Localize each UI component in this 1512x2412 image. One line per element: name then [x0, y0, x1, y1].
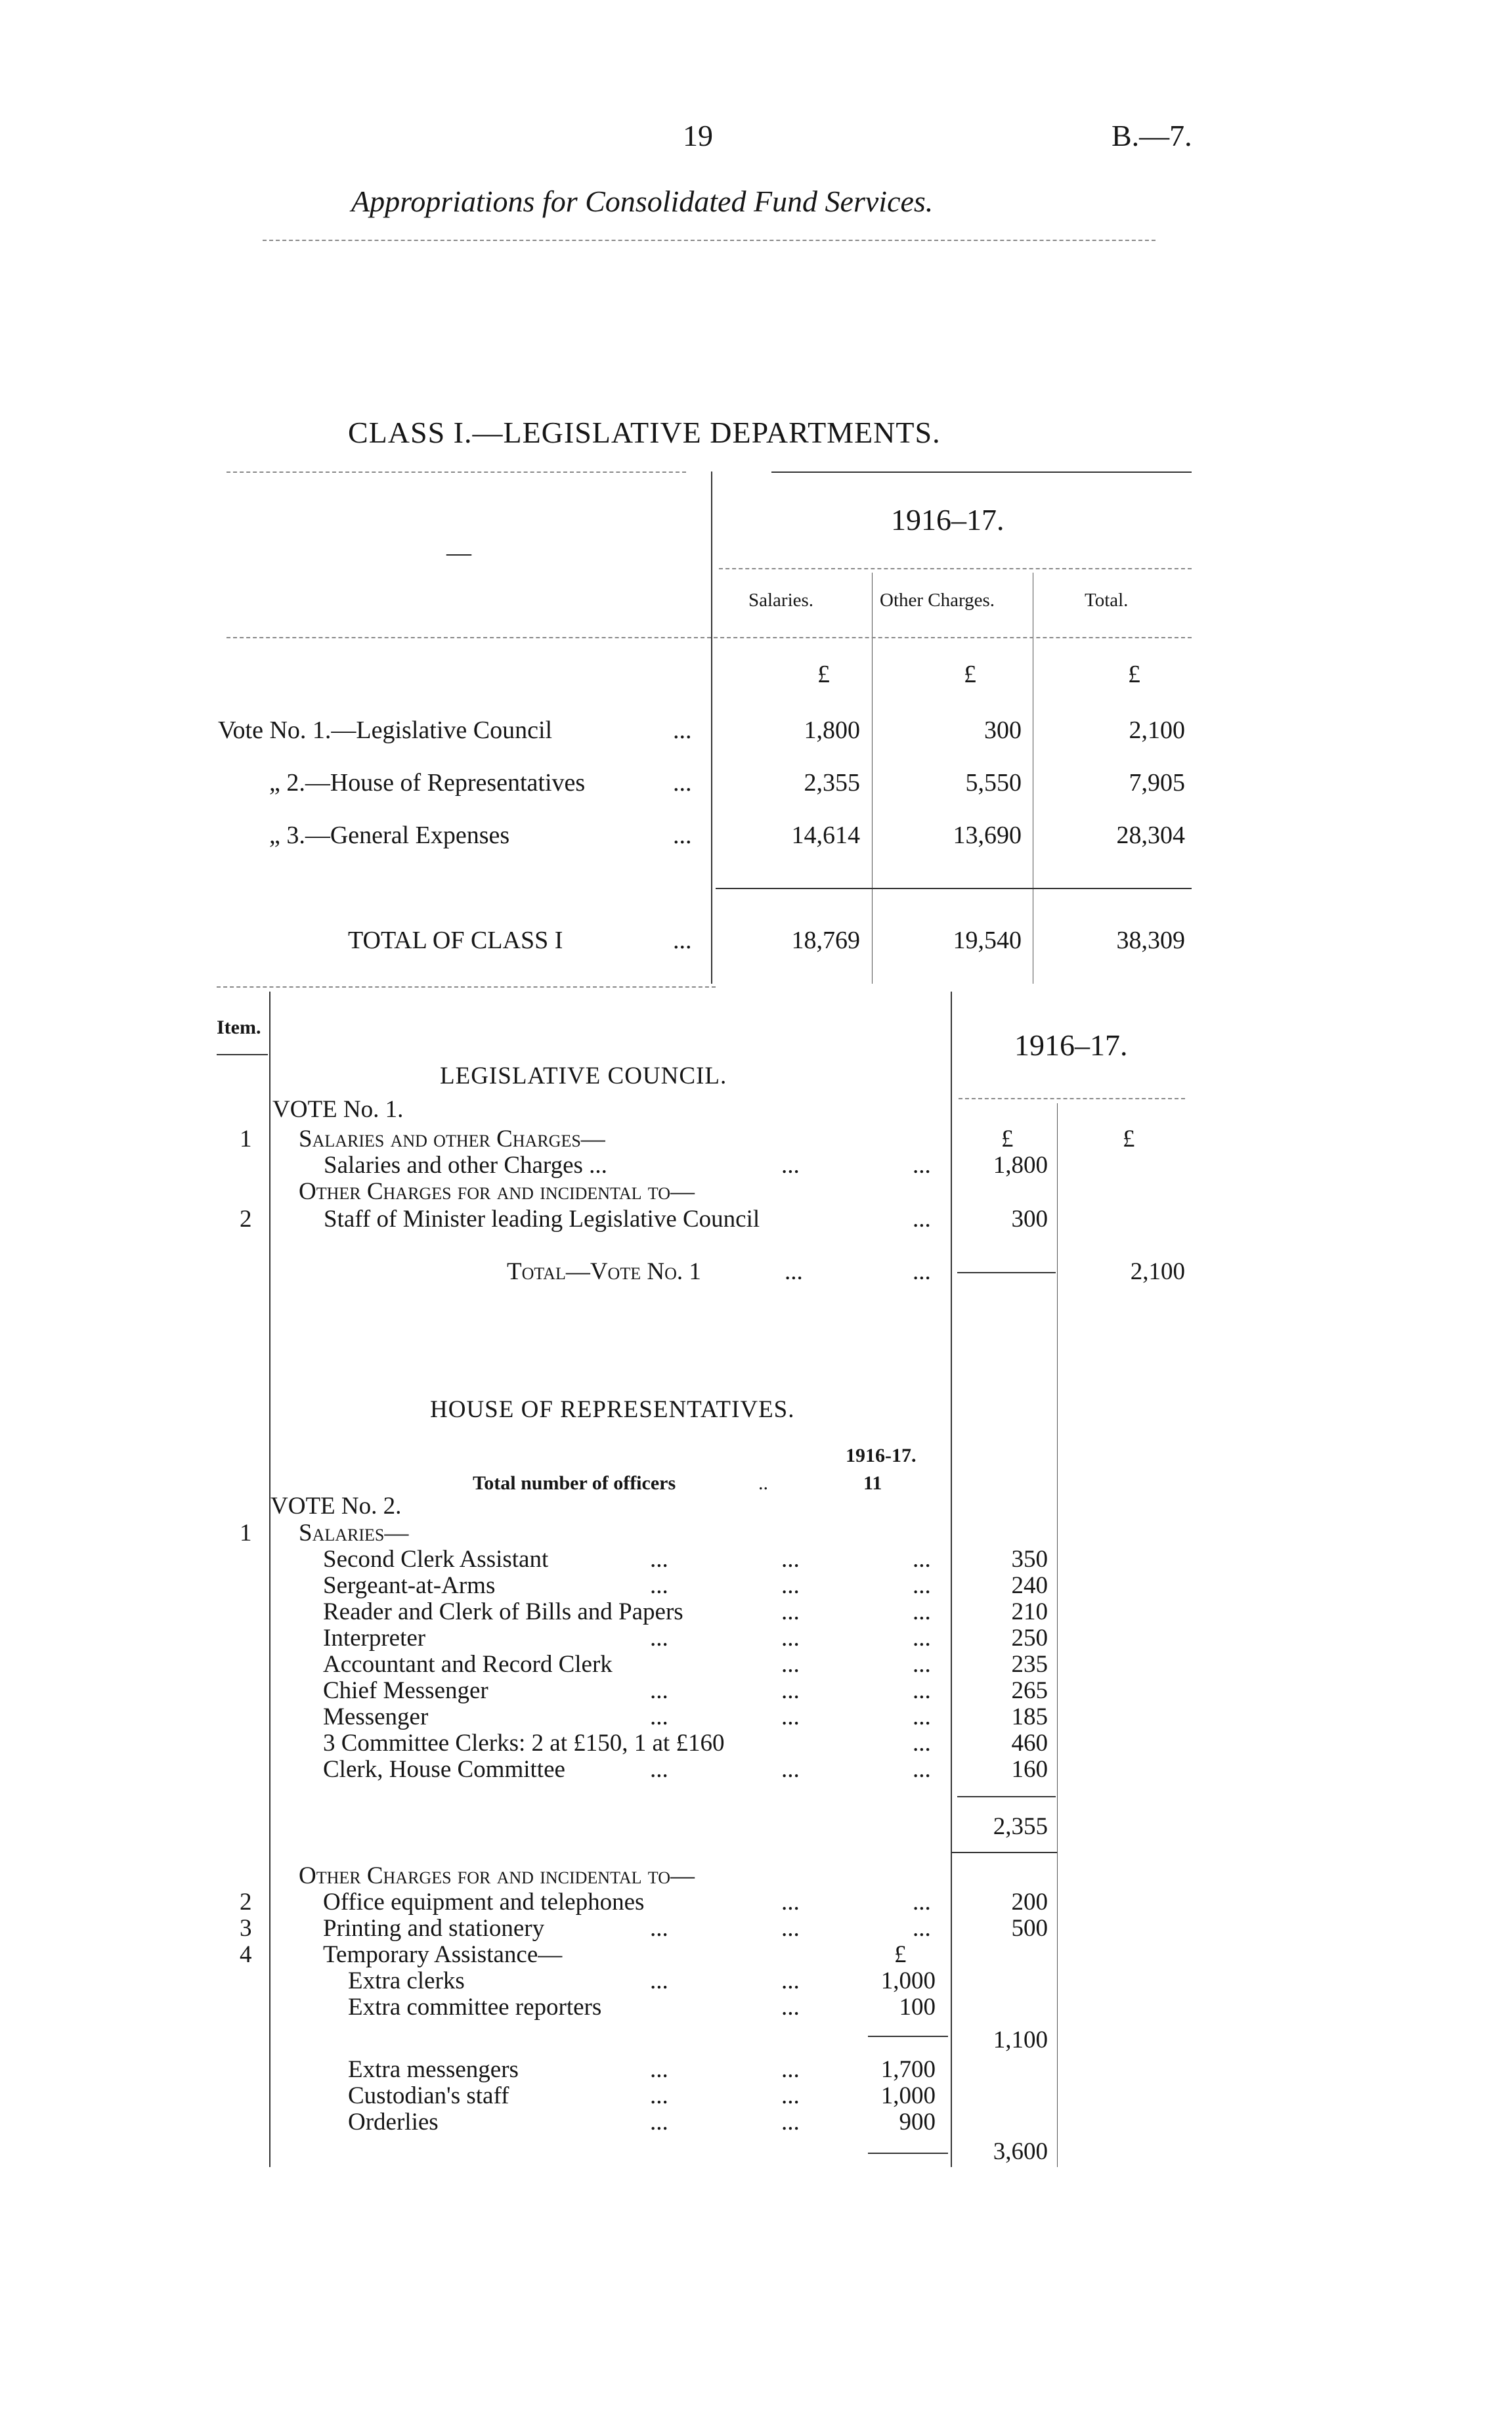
leader-dots: ... [913, 1651, 931, 1678]
list-item: Extra committee reporters [348, 1994, 602, 2021]
summary-stub-dash: — [446, 539, 471, 567]
leader-dots: ... [650, 1625, 668, 1652]
line-amount: 1,800 [993, 1152, 1048, 1179]
list-item: Extra messengers [348, 2056, 519, 2083]
summary-total-salaries: 18,769 [791, 927, 860, 954]
detail-divider-item [269, 992, 270, 2167]
leader-dots: ... [781, 1598, 800, 1625]
vote-1-total-label: Total—Vote No. 1 [507, 1258, 701, 1285]
list-item: Printing and stationery [323, 1915, 545, 1942]
subtitle-rule [263, 240, 1156, 241]
leader-dots: ... [913, 1730, 931, 1757]
detail-year-rule [959, 1098, 1185, 1099]
item-number: 3 [240, 1915, 252, 1942]
salaries-heading: Salaries and other Charges— [299, 1126, 605, 1152]
line-amount: 300 [1011, 1206, 1048, 1233]
line-amount: 235 [1011, 1651, 1048, 1678]
line-amount: 350 [1011, 1546, 1048, 1573]
summary-year: 1916–17. [891, 503, 1004, 537]
summary-row-dots: ... [673, 822, 692, 849]
summary-row-label: „ 2.—House of Representatives [269, 769, 586, 797]
leader-dots: ... [650, 2082, 668, 2109]
leader-dots: ... [913, 1258, 931, 1285]
leader-dots: ... [913, 1756, 931, 1783]
summary-bottom-rule [217, 986, 716, 988]
vote-1-total-amount: 2,100 [1130, 1258, 1185, 1285]
vote-1-label: VOTE No. 1. [272, 1096, 404, 1123]
summary-row-salaries: 14,614 [791, 822, 860, 849]
leader-dots: ... [781, 1967, 800, 1994]
leader-dots: ... [781, 2056, 800, 2083]
item-column-rule [217, 1054, 268, 1055]
legislative-council-title: LEGISLATIVE COUNCIL. [440, 1063, 727, 1089]
leader-dots: ... [650, 2109, 668, 2136]
leader-dots: ... [785, 1258, 803, 1285]
summary-col-total: Total. [1085, 590, 1129, 611]
item-number: 2 [240, 1206, 252, 1233]
list-item: Orderlies [348, 2109, 439, 2136]
line-amount: 200 [1011, 1889, 1048, 1916]
other-charges-line: Staff of Minister leading Legislative Council [324, 1206, 760, 1233]
class-title: CLASS I.—LEGISLATIVE DEPARTMENTS. [348, 416, 941, 449]
summary-row-label: „ 3.—General Expenses [269, 822, 510, 849]
leader-dots: ... [650, 1756, 668, 1783]
leader-dots: ... [913, 1703, 931, 1730]
leader-dots: ... [781, 1889, 800, 1916]
salaries-heading: Salaries— [299, 1520, 409, 1546]
line-amount: 1,700 [880, 2056, 936, 2083]
temp-group2-rule [868, 2153, 948, 2154]
line-amount: 210 [1011, 1598, 1048, 1625]
summary-row-dots: ... [673, 769, 692, 797]
salaries-subtotal-underline [951, 1852, 1057, 1853]
summary-total-rule [716, 888, 1192, 889]
list-item: Reader and Clerk of Bills and Papers [323, 1598, 683, 1625]
leader-dots: ... [781, 1152, 800, 1179]
page-number: 19 [683, 119, 713, 152]
summary-total-dots: ... [673, 927, 692, 954]
leader-dots: ... [650, 1703, 668, 1730]
officers-count: 11 [863, 1472, 882, 1494]
summary-divider-salaries [872, 573, 873, 984]
page-subtitle: Appropriations for Consolidated Fund Services. [351, 185, 934, 218]
summary-divider-main [711, 471, 712, 984]
leader-dots: ... [781, 1625, 800, 1652]
summary-total-other: 19,540 [953, 927, 1022, 954]
summary-currency-other: £ [964, 661, 976, 688]
list-item: Chief Messenger [323, 1677, 488, 1704]
temp-currency: £ [894, 1941, 907, 1968]
leader-dots: ... [781, 1651, 800, 1678]
house-title: HOUSE OF REPRESENTATIVES. [430, 1396, 795, 1423]
salaries-subtotal-rule [957, 1796, 1056, 1797]
leader-dots: ... [913, 1598, 931, 1625]
list-item: 3 Committee Clerks: 2 at £150, 1 at £160 [323, 1730, 725, 1757]
leader-dots: ... [781, 1756, 800, 1783]
line-amount: 265 [1011, 1677, 1048, 1704]
list-item: Interpreter [323, 1625, 426, 1652]
leader-dots: ... [781, 1572, 800, 1599]
leader-dots: ... [913, 1206, 931, 1233]
list-item: Temporary Assistance— [323, 1941, 563, 1968]
summary-year-rule [719, 568, 1192, 569]
leader-dots: ... [913, 1152, 931, 1179]
salaries-line: Salaries and other Charges ... [324, 1152, 607, 1179]
line-amount: 250 [1011, 1625, 1048, 1652]
leader-dots: ... [913, 1889, 931, 1916]
summary-row-total: 2,100 [1129, 716, 1185, 744]
summary-currency-salaries: £ [817, 661, 830, 688]
leader-dots: ... [781, 1677, 800, 1704]
leader-dots: ... [913, 1546, 931, 1573]
document-reference: B.—7. [1112, 119, 1192, 152]
summary-row-other: 5,550 [965, 769, 1022, 797]
detail-year: 1916–17. [1014, 1028, 1128, 1062]
currency-mark: £ [1001, 1126, 1014, 1152]
leader-dots: ... [650, 1546, 668, 1573]
line-amount: 240 [1011, 1572, 1048, 1599]
leader-dots: ... [913, 1915, 931, 1942]
line-amount: 460 [1011, 1730, 1048, 1757]
officers-year: 1916-17. [846, 1445, 917, 1466]
summary-row-other: 13,690 [953, 822, 1022, 849]
leader-dots: ... [650, 1967, 668, 1994]
summary-row-total: 28,304 [1116, 822, 1185, 849]
summary-row-salaries: 2,355 [804, 769, 860, 797]
summary-row-dots: ... [673, 716, 692, 744]
salaries-subtotal: 2,355 [993, 1813, 1048, 1840]
line-amount: 160 [1011, 1756, 1048, 1783]
list-item: Second Clerk Assistant [323, 1546, 549, 1573]
list-item: Messenger [323, 1703, 429, 1730]
temp-group1-rule [868, 2036, 948, 2037]
leader-dots: ... [781, 2082, 800, 2109]
vote-2-label: VOTE No. 2. [270, 1493, 402, 1520]
summary-col-other: Other Charges. [880, 590, 995, 611]
leader-dots: ... [650, 1677, 668, 1704]
line-amount: 500 [1011, 1915, 1048, 1942]
leader-dots: ... [650, 1572, 668, 1599]
vote-1-subtotal-rule [957, 1272, 1056, 1273]
leader-dots: ... [781, 1546, 800, 1573]
temp-group2-total: 3,600 [993, 2138, 1048, 2165]
leader-dots: ... [781, 1915, 800, 1942]
officers-label: Total number of officers [473, 1472, 676, 1494]
list-item: Office equipment and telephones [323, 1889, 645, 1916]
line-amount: 1,000 [880, 2082, 936, 2109]
summary-row-total: 7,905 [1129, 769, 1185, 797]
summary-top-rule-left [227, 471, 686, 473]
leader-dots: ... [781, 2109, 800, 2136]
summary-row-label: Vote No. 1.—Legislative Council [218, 716, 553, 744]
leader-dots: ... [781, 1994, 800, 2021]
other-charges-heading: Other Charges for and incidental to— [299, 1178, 695, 1205]
summary-row-salaries: 1,800 [804, 716, 860, 744]
detail-divider-amount [951, 992, 952, 2167]
leader-dots: ... [913, 1625, 931, 1652]
leader-dots: ... [650, 1915, 668, 1942]
summary-header-rule [227, 637, 1192, 638]
leader-dots: ... [913, 1572, 931, 1599]
leader-dots: ... [781, 1703, 800, 1730]
list-item: Extra clerks [348, 1967, 465, 1994]
currency-mark: £ [1123, 1126, 1135, 1152]
item-number: 1 [240, 1126, 252, 1152]
item-number: 4 [240, 1941, 252, 1968]
list-item: Custodian's staff [348, 2082, 509, 2109]
line-amount: 100 [899, 1994, 936, 2021]
other-charges-heading: Other Charges for and incidental to— [299, 1862, 695, 1889]
line-amount: 900 [899, 2109, 936, 2136]
list-item: Accountant and Record Clerk [323, 1651, 613, 1678]
summary-currency-total: £ [1128, 661, 1140, 688]
summary-col-salaries: Salaries. [748, 590, 814, 611]
item-number: 2 [240, 1889, 252, 1916]
leader-dots: ... [913, 1677, 931, 1704]
leader-dots: ... [650, 2056, 668, 2083]
detail-divider-total [1057, 1103, 1058, 2167]
item-column-label: Item. [217, 1017, 261, 1038]
summary-top-rule-right [771, 471, 1192, 473]
summary-total-total: 38,309 [1116, 927, 1185, 954]
line-amount: 1,000 [880, 1967, 936, 1994]
list-item: Clerk, House Committee [323, 1756, 565, 1783]
item-number: 1 [240, 1520, 252, 1546]
temp-group1-total: 1,100 [993, 2027, 1048, 2053]
list-item: Sergeant-at-Arms [323, 1572, 496, 1599]
summary-row-other: 300 [984, 716, 1022, 744]
officers-dots: .. [758, 1472, 768, 1494]
summary-total-label: TOTAL OF CLASS I [348, 927, 563, 954]
line-amount: 185 [1011, 1703, 1048, 1730]
